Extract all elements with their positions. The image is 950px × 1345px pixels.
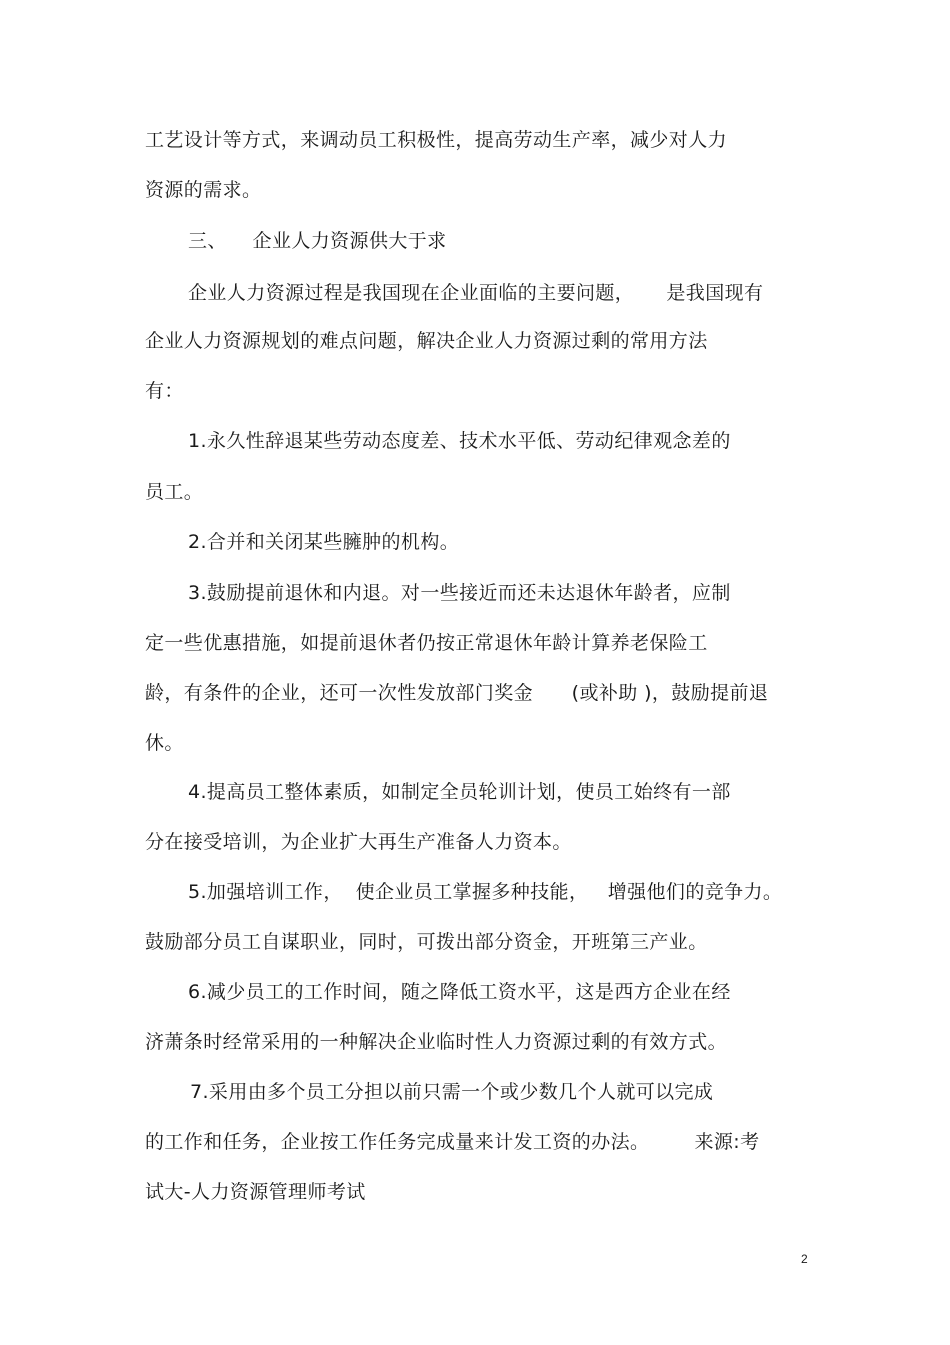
- text-line: 定一些优惠措施，如提前退休者仍按正常退休年龄计算养老保险工: [145, 632, 708, 654]
- list-item: 4.提高员工整体素质，如制定全员轮训计划，使员工始终有一部: [188, 781, 731, 803]
- list-item: 2.合并和关闭某些臃肿的机构。: [188, 531, 460, 553]
- text-line: 试大-人力资源管理师考试: [145, 1181, 366, 1203]
- text-line: 鼓励部分员工自谋职业，同时，可拨出部分资金，开班第三产业。: [145, 931, 708, 953]
- text-line: 有：: [145, 380, 184, 402]
- text-line: 企业人力资源过程是我国现在企业面临的主要问题， 是我国现有: [188, 282, 764, 304]
- text-line: 龄，有条件的企业，还可一次性发放部门奖金 (或补助 )，鼓励提前退: [145, 682, 769, 704]
- list-item: 7.采用由多个员工分担以前只需一个或少数几个人就可以完成: [190, 1081, 714, 1103]
- list-item: 3.鼓励提前退休和内退。对一些接近而还未达退休年龄者，应制: [188, 582, 731, 604]
- page-number: 2: [801, 1252, 808, 1266]
- text-line: 分在接受培训，为企业扩大再生产准备人力资本。: [145, 831, 572, 853]
- section-heading: 三、 企业人力资源供大于求: [188, 230, 447, 252]
- text-line: 休。: [145, 732, 184, 754]
- list-item: 6.减少员工的工作时间，随之降低工资水平，这是西方企业在经: [188, 981, 731, 1003]
- text-line: 企业人力资源规划的难点问题，解决企业人力资源过剩的常用方法: [145, 330, 708, 352]
- text-line: 济萧条时经常采用的一种解决企业临时性人力资源过剩的有效方式。: [145, 1031, 728, 1053]
- text-line: 的工作和任务，企业按工作任务完成量来计发工资的办法。 来源:考: [145, 1131, 760, 1153]
- list-item: 5.加强培训工作， 使企业员工掌握多种技能， 增强他们的竞争力。: [188, 881, 783, 903]
- list-item: 1.永久性辞退某些劳动态度差、技术水平低、劳动纪律观念差的: [188, 430, 731, 452]
- text-line: 资源的需求。: [145, 179, 262, 201]
- text-line: 员工。: [145, 481, 204, 503]
- text-line: 工艺设计等方式，来调动员工积极性，提高劳动生产率，减少对人力: [145, 129, 728, 151]
